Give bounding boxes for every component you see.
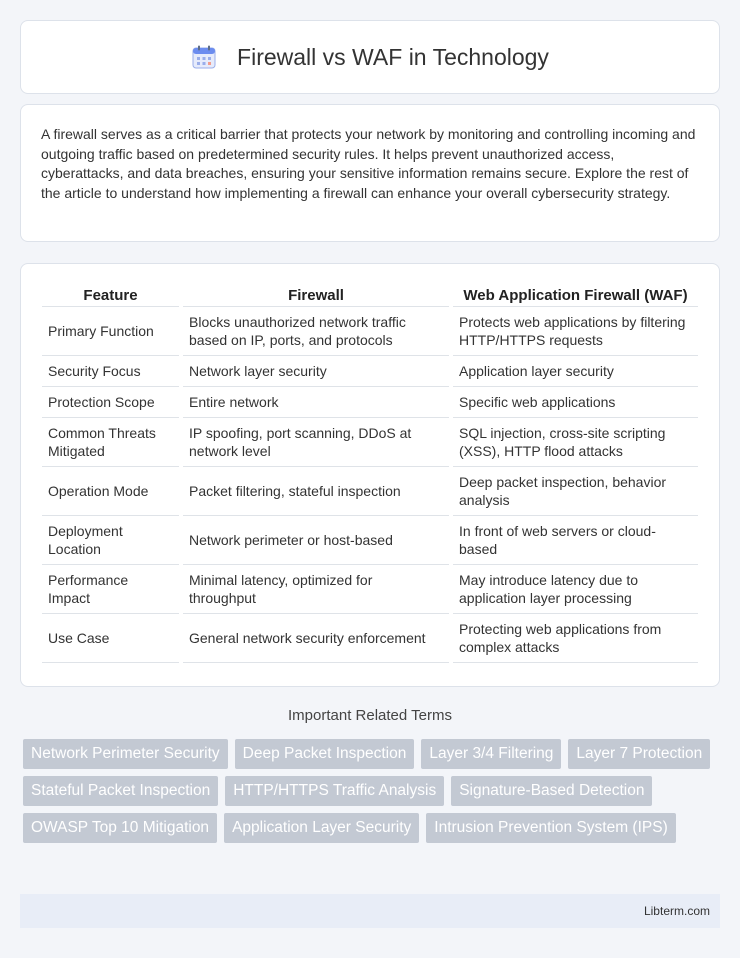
table-row (42, 565, 698, 614)
page-title: Firewall vs WAF in Technology (237, 43, 549, 70)
feature-cell: Security Focus (42, 356, 179, 387)
feature-cell: Deployment Location (42, 516, 179, 565)
table-row (42, 356, 698, 387)
feature-cell: Primary Function (42, 307, 179, 356)
intro-card (20, 104, 720, 242)
term-tag[interactable]: Layer 3/4 Filtering (421, 739, 561, 769)
comparison-table (38, 284, 702, 663)
firewall-cell: General network security enforcement (183, 614, 449, 663)
related-terms-list (23, 739, 723, 843)
waf-cell: Specific web applications (453, 387, 698, 418)
column-header-firewall: Firewall (183, 284, 449, 307)
term-tag[interactable]: Layer 7 Protection (568, 739, 710, 769)
table-row (42, 387, 698, 418)
waf-cell: Protects web applications by filtering HTTP/HTTPS requests (453, 307, 698, 356)
waf-cell: Deep packet inspection, behavior analysis (453, 467, 698, 516)
firewall-cell: Network perimeter or host-based (183, 516, 449, 565)
table-row (42, 307, 698, 356)
term-tag[interactable]: Deep Packet Inspection (235, 739, 415, 769)
term-tag[interactable]: Stateful Packet Inspection (23, 776, 218, 806)
column-header-feature: Feature (42, 284, 179, 307)
waf-cell: May introduce latency due to application layer processing (453, 565, 698, 614)
feature-cell: Protection Scope (42, 387, 179, 418)
waf-cell: SQL injection, cross-site scripting (XSS), HTTP flood attacks (453, 418, 698, 467)
feature-cell: Operation Mode (42, 467, 179, 516)
waf-cell: Protecting web applications from complex attacks (453, 614, 698, 663)
term-tag[interactable]: Application Layer Security (224, 813, 419, 843)
table-row (42, 614, 698, 663)
term-tag[interactable]: Signature-Based Detection (451, 776, 652, 806)
firewall-cell: Blocks unauthorized network traffic based on IP, ports, and protocols (183, 307, 449, 356)
firewall-cell: IP spoofing, port scanning, DDoS at network level (183, 418, 449, 467)
header-card (20, 20, 720, 94)
column-header-waf: Web Application Firewall (WAF) (453, 284, 698, 307)
comparison-card (20, 263, 720, 687)
waf-cell: Application layer security (453, 356, 698, 387)
firewall-cell: Entire network (183, 387, 449, 418)
footer (20, 894, 720, 928)
waf-cell: In front of web servers or cloud-based (453, 516, 698, 565)
table-header-row (42, 284, 698, 307)
feature-cell: Use Case (42, 614, 179, 663)
term-tag[interactable]: Network Perimeter Security (23, 739, 228, 769)
firewall-cell: Minimal latency, optimized for throughput (183, 565, 449, 614)
table-row (42, 418, 698, 467)
related-terms-heading: Important Related Terms (288, 707, 452, 724)
footer-site-link[interactable]: Libterm.com (643, 904, 710, 918)
term-tag[interactable]: OWASP Top 10 Mitigation (23, 813, 217, 843)
feature-cell: Common Threats Mitigated (42, 418, 179, 467)
feature-cell: Performance Impact (42, 565, 179, 614)
term-tag[interactable]: Intrusion Prevention System (IPS) (426, 813, 675, 843)
table-row (42, 467, 698, 516)
term-tag[interactable]: HTTP/HTTPS Traffic Analysis (225, 776, 444, 806)
calendar-icon (191, 44, 217, 70)
intro-paragraph: A firewall serves as a critical barrier that protects your network by monitoring and controlling incoming and outgoing traffic based on predetermined security rules. It helps prevent unauthorized access, cyberattacks, and data breaches, ensuring your sensitive information remains secure. Explore the rest of the article to understand how implementing a firewall can enhance your overall cybersecurity strategy. (41, 126, 696, 201)
table-row (42, 516, 698, 565)
firewall-cell: Packet filtering, stateful inspection (183, 467, 449, 516)
firewall-cell: Network layer security (183, 356, 449, 387)
